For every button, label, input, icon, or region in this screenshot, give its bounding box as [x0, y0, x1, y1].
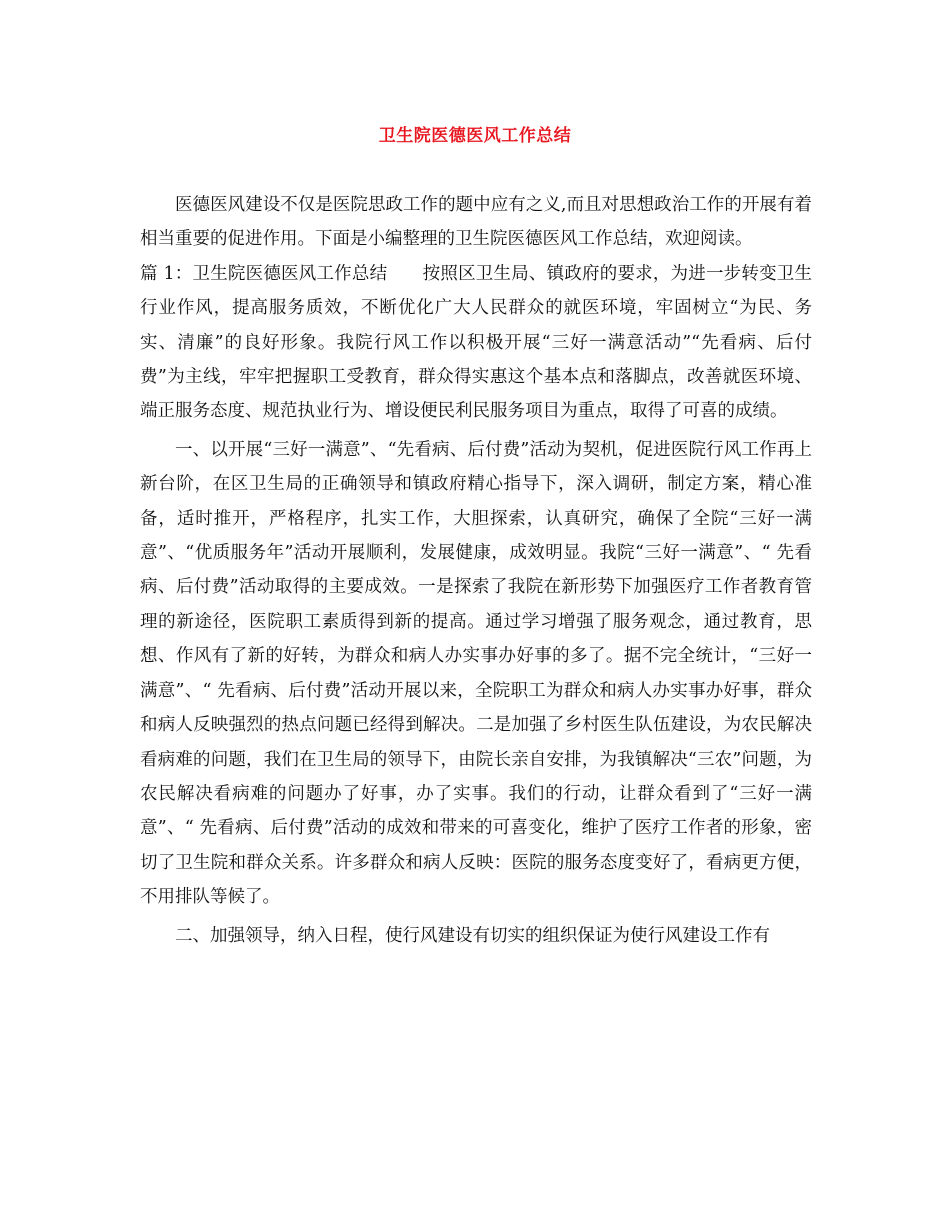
intro-paragraph: 医德医风建设不仅是医院思政工作的题中应有之义,而且对思想政治工作的开展有着相当重要的促进作用。下面是小编整理的卫生院医德医风工作总结，欢迎阅读。 — [140, 195, 812, 250]
section-paragraph-1: 篇 1：卫生院医德医风工作总结 按照区卫生局、镇政府的要求，为进一步转变卫生行业作风，提高服务质效，不断优化广大人民群众的就医环境，牢固树立“为民、务实、清廉”的良好形象。我院行风工作以积极开展“三好一满意活动”“先看病、后付费”为主线，牢牢把握职工受教育，群众得实惠这个基本点和落脚点，改善就医环境、端正服务态度、规范执业行为、增设便民利民服务项目为重点，取得了可喜的成绩。 — [140, 263, 812, 422]
section-paragraph-2: 一、以开展“三好一满意”、“先看病、后付费”活动为契机，促进医院行风工作再上新台阶，在区卫生局的正确领导和镇政府精心指导下，深入调研，制定方案，精心准备，适时推开，严格程序，扎实工作，大胆探索，认真研究，确保了全院“三好一满意”、“优质服务年”活动开展顺利，发展健康，成效明显。我院“三好一满意”、“ 先看病、后付费”活动取得的主要成效。一是探索了我院在新形势下加强医疗工作者教育管理的新途径，医院职工素质得到新的提高。通过学习增强了服务观念，通过教育，思想、作风有了新的好转，为群众和病人办实事办好事的多了。据不完全统计，“三好一满意”、“ 先看病、后付费”活动开展以来，全院职工为群众和病人办实事办好事，群众和病人反映强烈的热点问题已经得到解决。二是加强了乡村医生队伍建设，为农民解决看病难的问题，我们在卫生局的领导下，由院长亲自安排，为我镇解决“三农”问题，为农民解决看病难的问题办了好事，办了实事。我们的行动，让群众看到了“三好一满意”、“ 先看病、后付费”活动的成效和带来的可喜变化，维护了医疗工作者的形象，密切了卫生院和群众关系。许多群众和病人反映：医院的服务态度变好了，看病更方便，不用排队等候了。 — [140, 439, 812, 908]
document-title: 卫生院医德医风工作总结 — [378, 126, 572, 146]
section-paragraph-3: 二、加强领导，纳入日程，使行风建设有切实的组织保证为使行风建设工作有 — [175, 925, 770, 946]
document-body — [140, 188, 812, 953]
